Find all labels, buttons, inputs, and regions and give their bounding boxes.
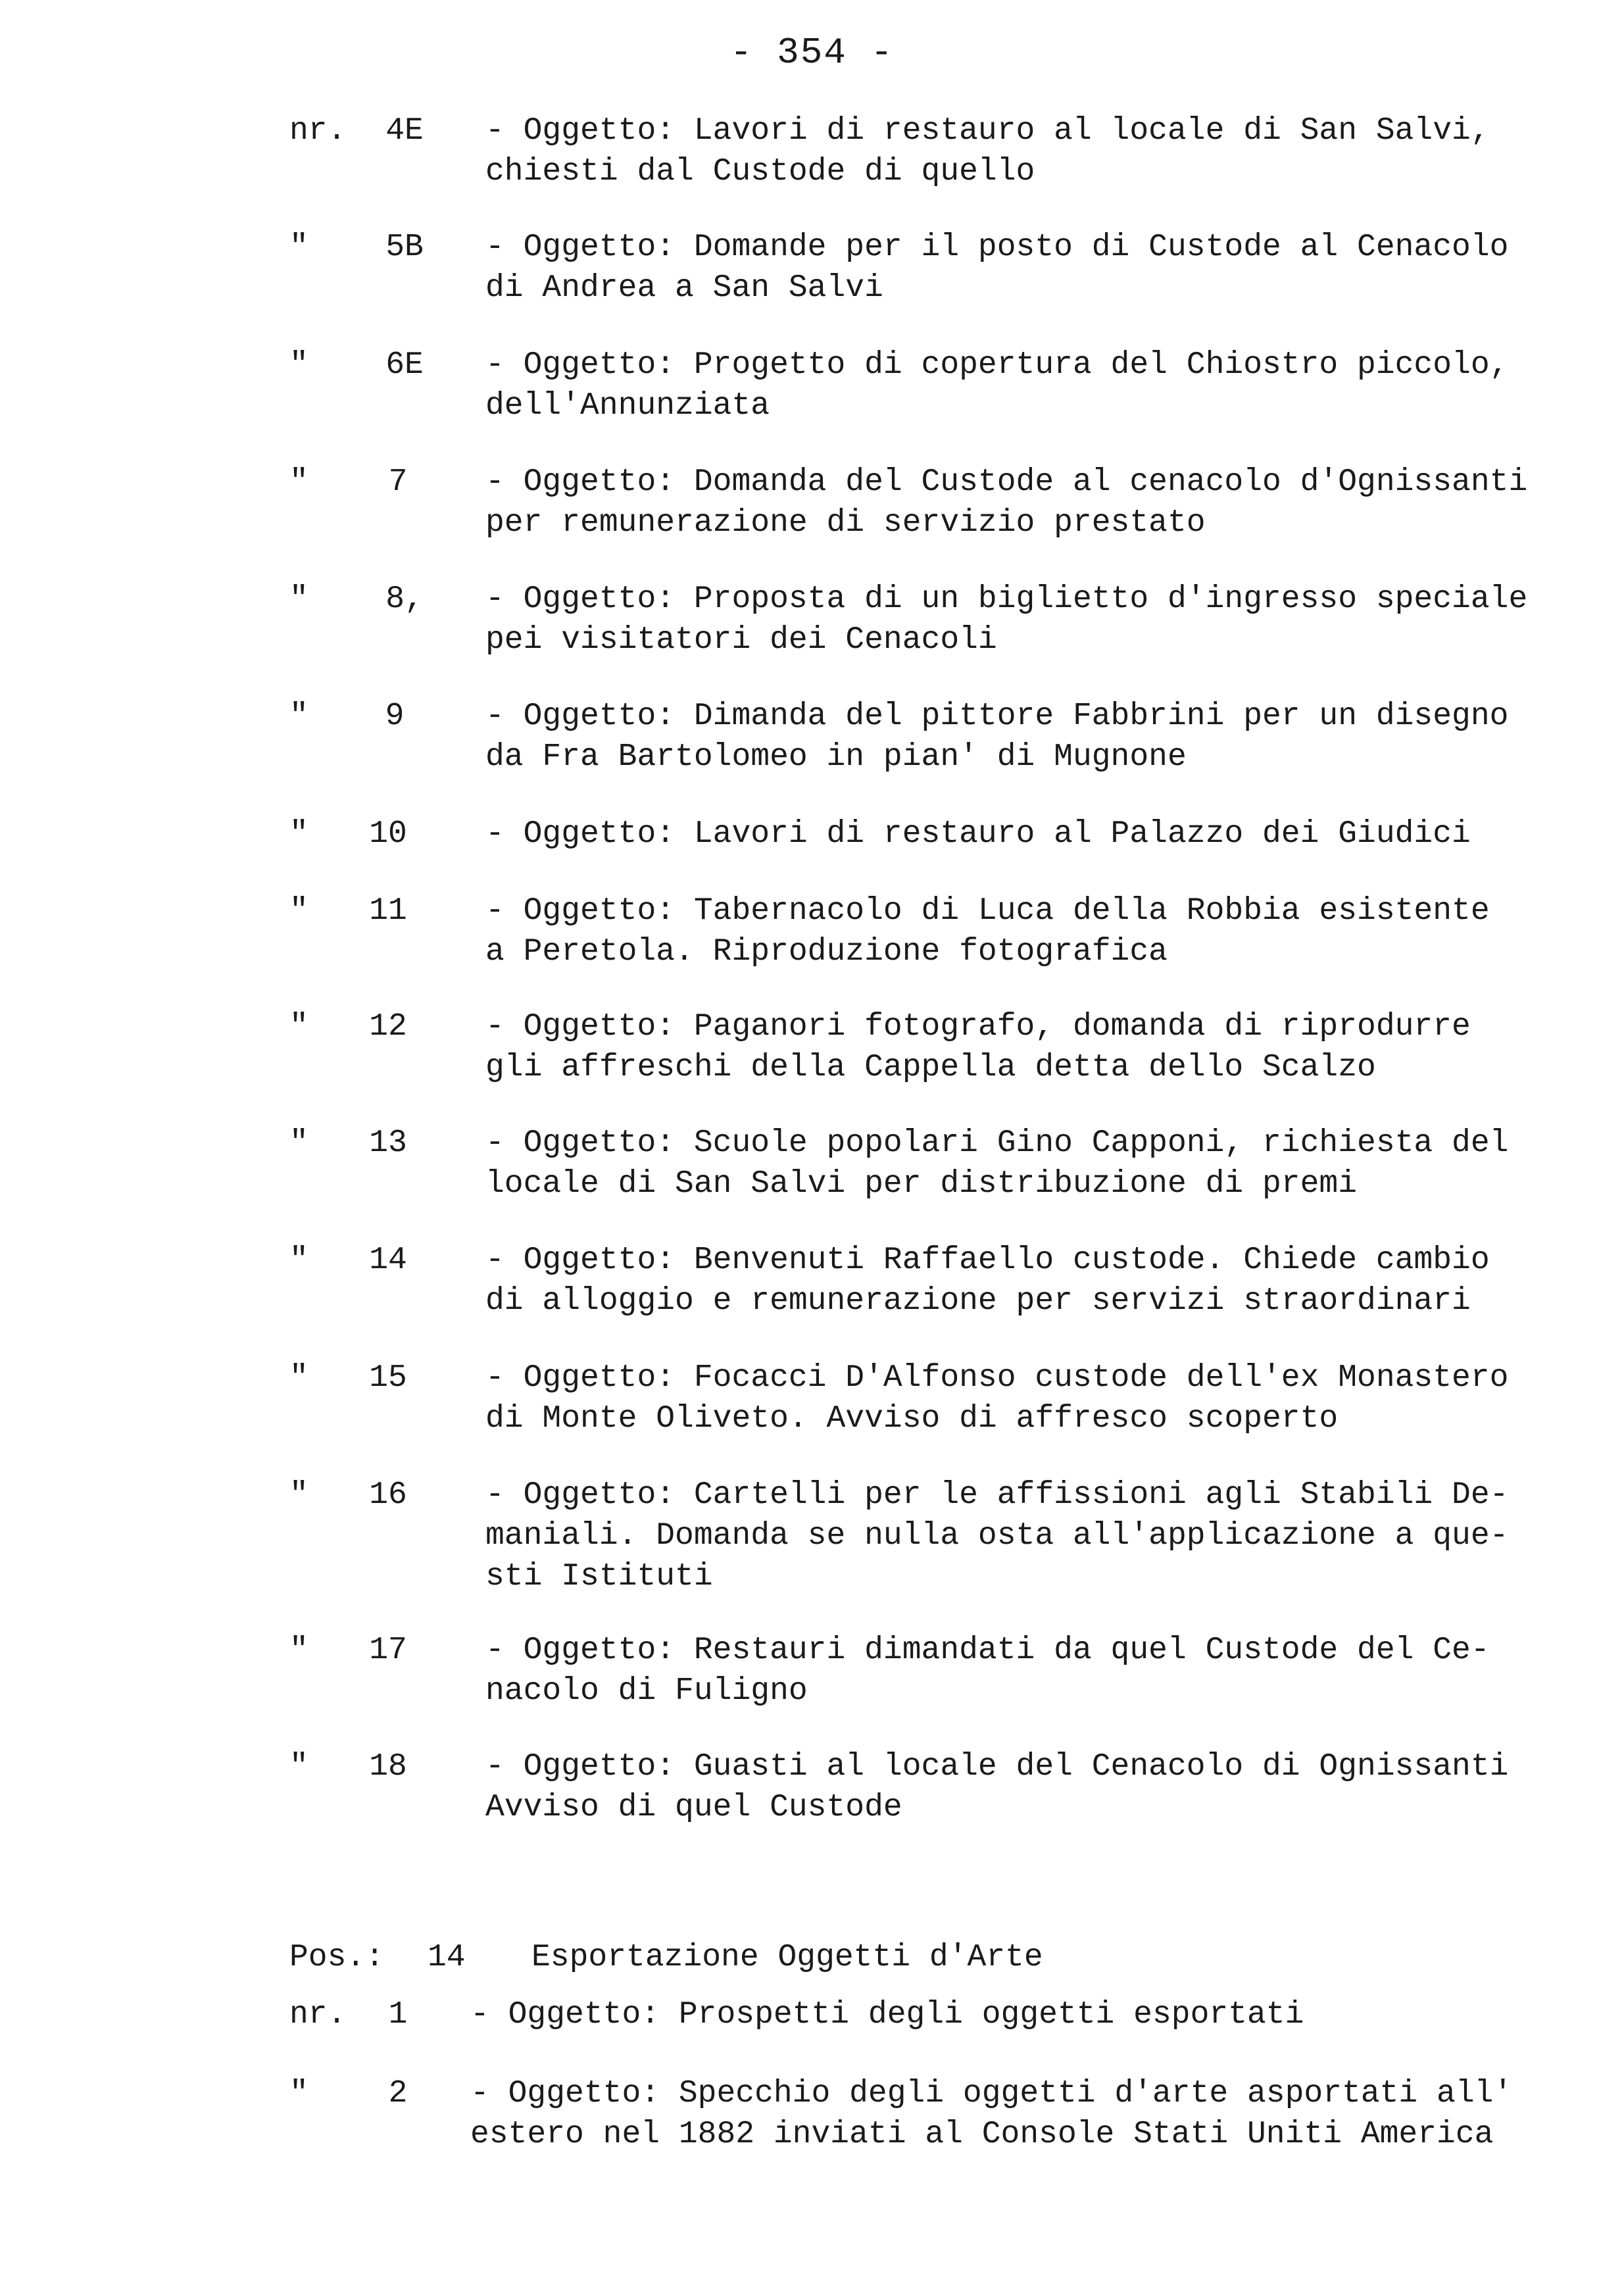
entry-line: - Oggetto: Lavori di restauro al Palazzo dei Giudici bbox=[485, 816, 1471, 852]
entry-text bbox=[485, 462, 1577, 543]
entry-line: gli affreschi della Cappella detta dello Scalzo bbox=[485, 1050, 1376, 1085]
entry-text bbox=[470, 2073, 1562, 2155]
entry-line: - Oggetto: Proposta di un biglietto d'ingresso speciale bbox=[485, 581, 1528, 617]
entry-line: - Oggetto: Benvenuti Raffaello custode. Chiede cambio bbox=[485, 1243, 1490, 1278]
entry-prefix: " bbox=[289, 699, 308, 734]
entry-prefix: " bbox=[289, 347, 308, 383]
entry-line: - Oggetto: Dimanda del pittore Fabbrini per un disegno bbox=[485, 699, 1509, 734]
entry-line: maniali. Domanda se nulla osta all'applicazione a que- bbox=[485, 1518, 1509, 1554]
entry-prefix: " bbox=[289, 230, 308, 265]
entry-prefix: " bbox=[289, 2076, 308, 2111]
entry-line: - Oggetto: Tabernacolo di Luca della Robbia esistente bbox=[485, 893, 1490, 929]
entry-line: - Oggetto: Cartelli per le affissioni agli Stabili De- bbox=[485, 1477, 1509, 1513]
entry-line: sti Istituti bbox=[485, 1559, 713, 1594]
entry-text bbox=[485, 579, 1577, 660]
entry-number: 4E bbox=[385, 113, 424, 149]
entry-number: 14 bbox=[369, 1243, 407, 1278]
entry-text bbox=[485, 1358, 1577, 1439]
section-number: 14 bbox=[428, 1940, 466, 1975]
entry-line: - Oggetto: Progetto di copertura del Chiostro piccolo, bbox=[485, 347, 1509, 383]
entry-prefix: " bbox=[289, 893, 308, 929]
entry-line: estero nel 1882 inviati al Console Stati Uniti America bbox=[470, 2117, 1494, 2152]
entry-text bbox=[485, 1123, 1577, 1204]
entry-line: locale di San Salvi per distribuzione di premi bbox=[485, 1166, 1358, 1202]
entry-number: 1 bbox=[388, 1997, 408, 2032]
entry-text bbox=[485, 891, 1577, 972]
entry-text bbox=[485, 1475, 1577, 1597]
entry-prefix: " bbox=[289, 1125, 308, 1161]
entry-text bbox=[485, 1746, 1577, 1828]
entry-text bbox=[485, 1240, 1577, 1321]
entry-number: 13 bbox=[369, 1125, 407, 1161]
entry-text bbox=[485, 1006, 1577, 1088]
entry-number: 5B bbox=[385, 230, 424, 265]
page-number: - 354 - bbox=[729, 32, 895, 74]
entry-line: - Oggetto: Scuole popolari Gino Capponi, richiesta del bbox=[485, 1125, 1509, 1161]
entry-line: di alloggio e remunerazione per servizi straordinari bbox=[485, 1283, 1471, 1319]
section-title: Esportazione Oggetti d'Arte bbox=[531, 1940, 1043, 1975]
entry-number: 8, bbox=[385, 581, 424, 617]
entry-text bbox=[485, 111, 1577, 192]
entry-text bbox=[485, 1630, 1577, 1711]
entry-prefix: " bbox=[289, 1009, 308, 1045]
entry-text bbox=[470, 1994, 1562, 2035]
entry-line: - Oggetto: Guasti al locale del Cenacolo di Ognissanti bbox=[485, 1749, 1509, 1784]
entry-line: - Oggetto: Domanda del Custode al cenacolo d'Ognissanti bbox=[485, 464, 1528, 500]
entry-number: 11 bbox=[369, 893, 407, 929]
entry-line: dell'Annunziata bbox=[485, 388, 770, 424]
entry-line: - Oggetto: Lavori di restauro al locale di San Salvi, bbox=[485, 113, 1490, 149]
entry-line: - Oggetto: Focacci D'Alfonso custode dell'ex Monastero bbox=[485, 1360, 1509, 1396]
entry-line: - Oggetto: Paganori fotografo, domanda di riprodurre bbox=[485, 1009, 1471, 1045]
entry-prefix: " bbox=[289, 1477, 308, 1513]
entry-number: 16 bbox=[369, 1477, 407, 1513]
entry-text bbox=[485, 227, 1577, 308]
entry-text bbox=[485, 814, 1577, 854]
entry-prefix: " bbox=[289, 1243, 308, 1278]
entry-prefix: " bbox=[289, 1749, 308, 1784]
entry-line: Avviso di quel Custode bbox=[485, 1790, 902, 1825]
entry-number: 9 bbox=[385, 699, 405, 734]
entry-line: nacolo di Fuligno bbox=[485, 1673, 808, 1709]
entry-number: 15 bbox=[369, 1360, 407, 1396]
entry-line: - Oggetto: Prospetti degli oggetti esportati bbox=[470, 1997, 1304, 2032]
entry-prefix: " bbox=[289, 816, 308, 852]
entry-prefix: nr. bbox=[289, 1997, 347, 2032]
entry-line: pei visitatori dei Cenacoli bbox=[485, 622, 997, 658]
entry-number: 7 bbox=[388, 464, 408, 500]
entry-text bbox=[485, 696, 1577, 777]
entry-number: 10 bbox=[369, 816, 407, 852]
entry-line: per remunerazione di servizio prestato bbox=[485, 505, 1206, 541]
entry-number: 12 bbox=[369, 1009, 407, 1045]
entry-number: 2 bbox=[388, 2076, 408, 2111]
section-label: Pos.: bbox=[289, 1940, 385, 1975]
entry-line: di Andrea a San Salvi bbox=[485, 270, 883, 306]
entry-line: - Oggetto: Restauri dimandati da quel Custode del Ce- bbox=[485, 1633, 1490, 1668]
entry-text bbox=[485, 345, 1577, 426]
entry-prefix: " bbox=[289, 464, 308, 500]
entry-line: a Peretola. Riproduzione fotografica bbox=[485, 934, 1168, 970]
entry-number: 17 bbox=[369, 1633, 407, 1668]
entry-number: 6E bbox=[385, 347, 424, 383]
entry-line: - Oggetto: Domande per il posto di Custode al Cenacolo bbox=[485, 230, 1509, 265]
entry-prefix: " bbox=[289, 1633, 308, 1668]
entry-line: - Oggetto: Specchio degli oggetti d'arte asportati all' bbox=[470, 2076, 1513, 2111]
entry-line: di Monte Oliveto. Avviso di affresco scoperto bbox=[485, 1401, 1339, 1437]
entry-prefix: nr. bbox=[289, 113, 347, 149]
entry-line: da Fra Bartolomeo in pian' di Mugnone bbox=[485, 739, 1187, 775]
entry-number: 18 bbox=[369, 1749, 407, 1784]
entry-prefix: " bbox=[289, 1360, 308, 1396]
entry-prefix: " bbox=[289, 581, 308, 617]
entry-line: chiesti dal Custode di quello bbox=[485, 154, 1035, 189]
